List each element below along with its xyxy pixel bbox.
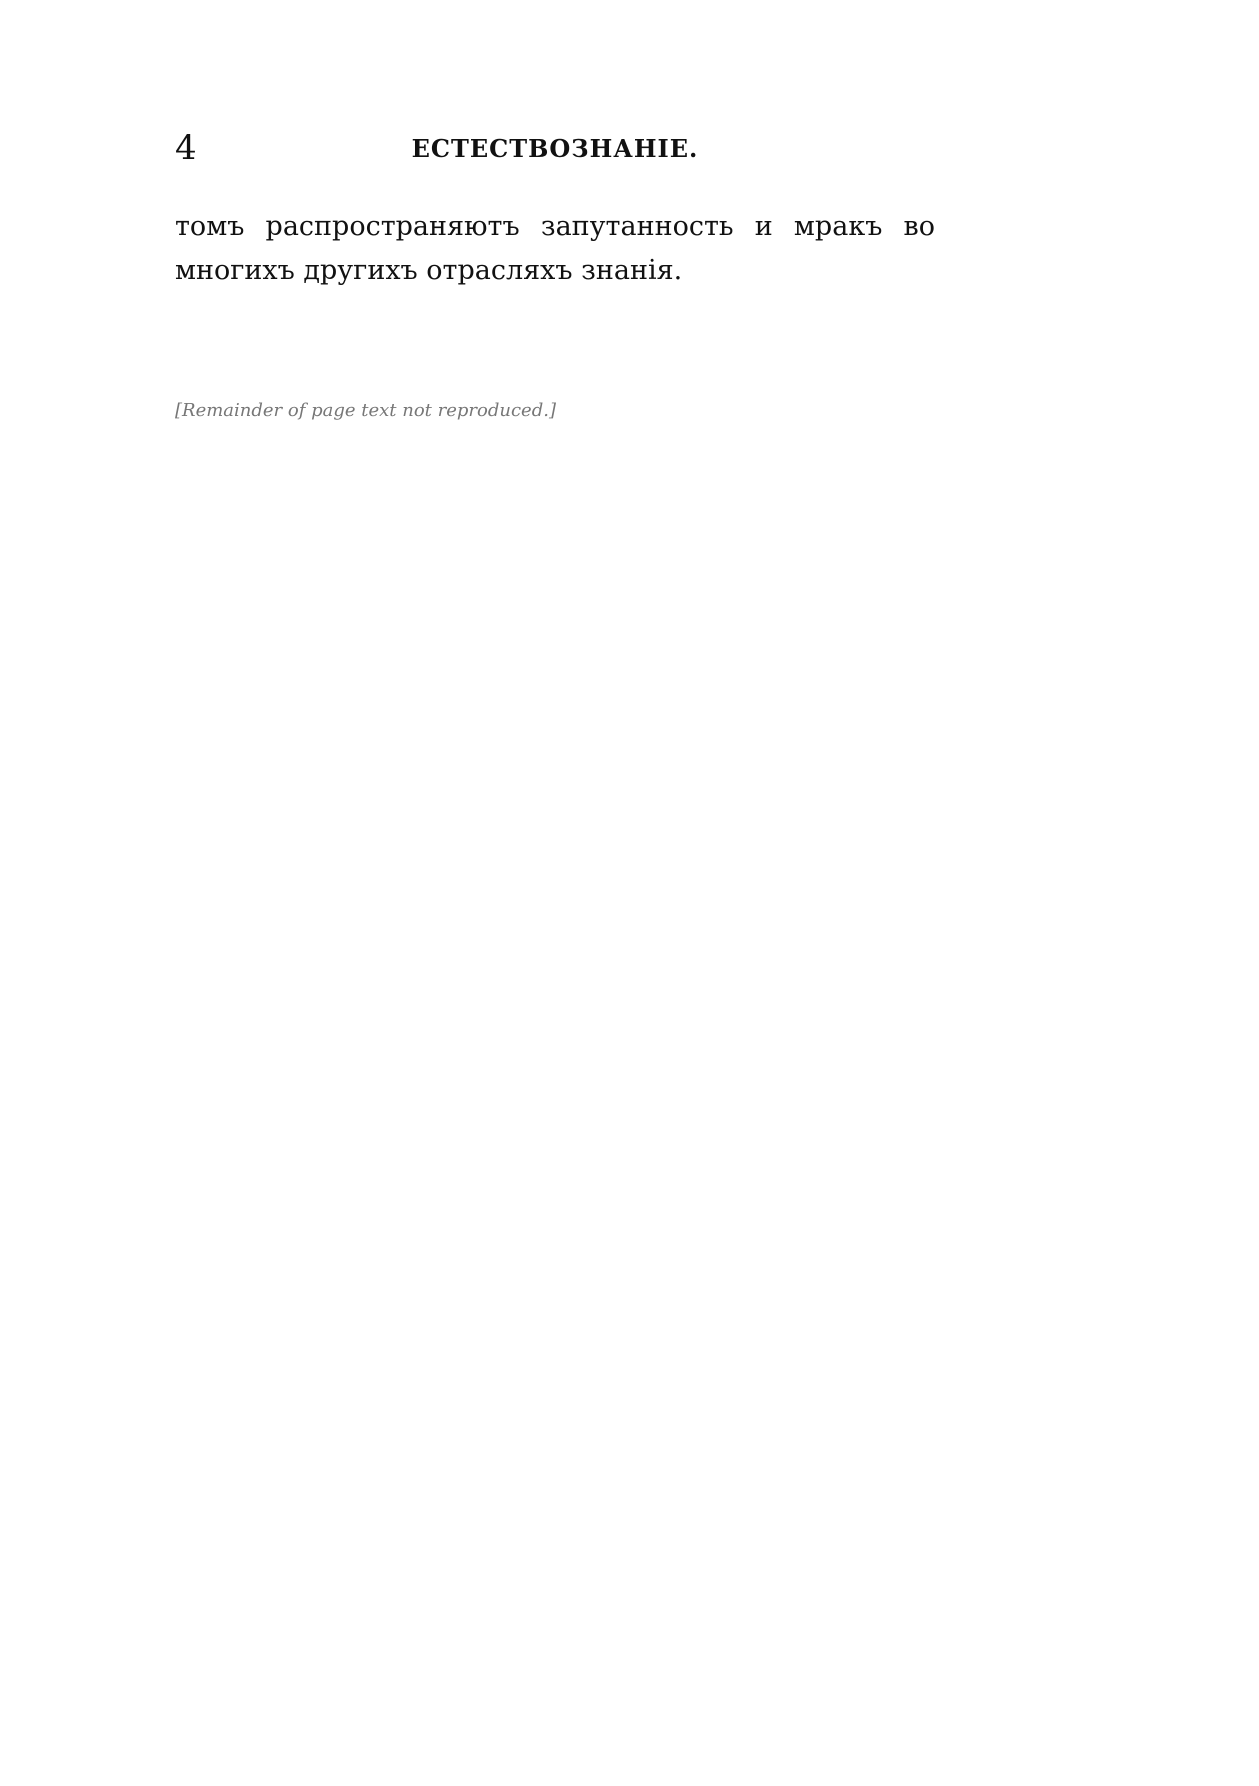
omission-note: [Remainder of page text not reproduced.] xyxy=(175,400,556,421)
page-number: 4 xyxy=(175,128,197,168)
page-header xyxy=(175,128,935,168)
body-excerpt: томъ распространяютъ запутанность и мракъ во многихъ другихъ отрасляхъ знанія. xyxy=(175,211,935,286)
running-title: ЕСТЕСТВОЗНАНІЕ. xyxy=(411,134,699,163)
